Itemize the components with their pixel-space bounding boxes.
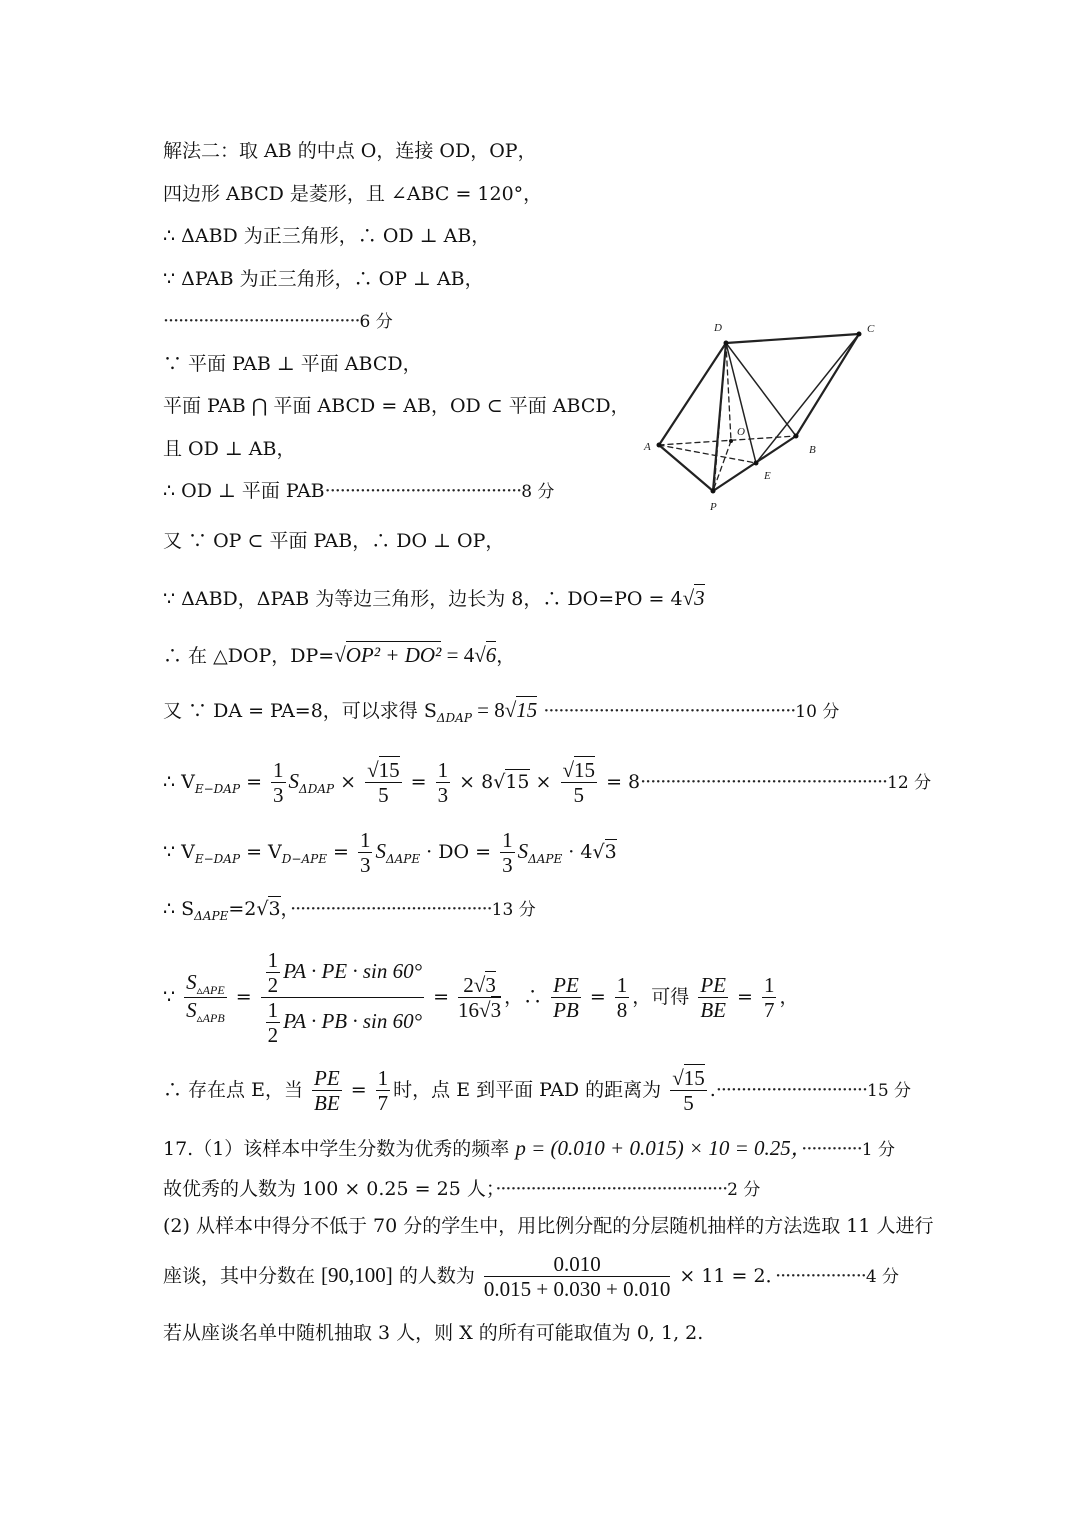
fraction: $\frac{1}{8}$	[616, 973, 628, 1022]
line-11-text: ∵ ΔABD，ΔPAB 为等边三角形，边长为 8，∴ DO=PO = 4	[163, 588, 683, 610]
sqrt-symbol: √	[682, 586, 695, 610]
line-4: ∵ ΔPAB 为正三角形，∴ OP ⊥ AB，	[163, 268, 484, 290]
equals: =	[404, 771, 433, 793]
line-11	[163, 588, 705, 609]
leader-dots: ··················································	[543, 700, 796, 722]
radicand: 15	[505, 771, 530, 793]
fraction: $\frac{√15}{5}$	[562, 758, 596, 807]
score-label: 15 分	[867, 1081, 912, 1101]
line-23: 若从座谈名单中随机抽取 3 人，则 X 的所有可能取值为 0, 1, 2.	[163, 1322, 704, 1344]
hidden-DP2	[714, 343, 726, 491]
line-3: ∴ ΔABD 为正三角形，∴ OD ⊥ AB，	[163, 225, 491, 247]
result: = 8	[600, 771, 641, 793]
score-label: 8 分	[521, 482, 555, 502]
fraction: $\frac{1}{3}$	[273, 758, 284, 807]
big-fraction: $\frac{1}{2}$ PA · PE · sin 60° $\frac{1}{2}$ PA · PB · sin 60°	[261, 950, 424, 1046]
line-7: 平面 PAB ⋂ 平面 ABCD = AB，OD ⊂ 平面 ABCD，	[163, 395, 630, 417]
score-label: 12 分	[887, 773, 932, 793]
times-eight: × 8	[453, 771, 494, 793]
score-label: 2 分	[727, 1180, 761, 1200]
line-19: 17.（1）该样本中学生分数为优秀的频率 p = (0.010 + 0.015) × 10 = 0.25，············1 分	[163, 1136, 895, 1160]
equals: =	[240, 771, 269, 793]
therefore-v: ∴ V	[163, 771, 195, 793]
leader-dots: ·······································	[163, 310, 360, 332]
edge-CB	[796, 334, 859, 436]
comma: ，	[496, 645, 516, 667]
score-label: 10 分	[795, 702, 840, 722]
line-5	[163, 312, 393, 331]
fraction: $\frac{PE}{BE}$	[700, 973, 726, 1022]
line-12-text: ∴ 在 △DOP，DP=	[163, 645, 335, 667]
radicand: 6	[485, 643, 497, 667]
fraction: $\frac{PE}{BE}$	[314, 1066, 340, 1115]
edge-AP	[659, 445, 713, 491]
radicand: OP² + DO²	[345, 643, 442, 667]
line-13-text: 又 ∵ DA = PA=8，可以求得 S	[163, 700, 437, 722]
edge-DC	[726, 334, 859, 343]
label-D: D	[714, 322, 722, 334]
edge-DB	[726, 343, 796, 436]
line-14: ∴ $V_{E-DAP}$ = $\frac{1}{3}$ $S_{\Delta DAP}$ × $\frac{√15}{5}$ = $\frac{1}{3}$ × 8√15 × $\frac{√15}{5}$ = 8·················································12 分	[163, 758, 932, 807]
label-O: O	[737, 426, 745, 438]
label-E: E	[764, 470, 771, 482]
equals-text: = 4	[441, 643, 475, 667]
fraction: $\frac{1}{3}$	[359, 828, 371, 877]
fraction: $\frac{2√3}{16√3}$	[458, 973, 502, 1022]
line-2: 四边形 ABCD 是菱形，且 ∠ABC = 120°，	[163, 183, 543, 205]
radicand: 3	[694, 586, 705, 610]
radicand: 15	[516, 698, 538, 722]
line-15: ∵ $V_{E-DAP} = V_{D-APE}$ = $\frac{1}{3}$ $S_{\Delta APE}$ · DO = $\frac{1}{3}$ $S_{\Delta APE} \cdot 4√3$	[163, 828, 617, 877]
line-9	[163, 482, 554, 501]
leader-dots: ··············································	[495, 1178, 728, 1200]
line-6: ∵ 平面 PAB ⊥ 平面 ABCD，	[163, 353, 422, 375]
sqrt-symbol: √	[334, 643, 346, 667]
score-label: 6 分	[359, 312, 393, 332]
fraction: $\frac{PE}{PB}$	[553, 973, 579, 1022]
leader-dots: ········································	[290, 898, 492, 920]
fraction: $\frac{√15}{5}$	[367, 758, 400, 807]
score-label: 13 分	[491, 900, 536, 920]
fraction: $\frac{√15}{5}$	[672, 1066, 705, 1115]
pyramid-figure	[636, 315, 896, 520]
leader-dots: ······························	[715, 1079, 867, 1101]
area-ratio-fraction: $\frac{S_{▵APE}}{S_{▵APB}}$	[186, 970, 225, 1025]
line-16: ∴ $S_{\Delta APE}=2√3$，········································13 分	[163, 898, 536, 923]
edge-DA	[659, 343, 726, 445]
fraction: $\frac{1}{7}$	[377, 1066, 389, 1115]
score-label: 1 分	[861, 1140, 895, 1160]
leader-dots: ·················································	[640, 771, 888, 793]
edge-CE	[756, 334, 859, 463]
subscript: E−DAP	[194, 782, 241, 796]
label-B: B	[809, 444, 816, 456]
times: ×	[334, 771, 363, 793]
line-13	[163, 700, 839, 724]
hidden-AB	[659, 436, 796, 445]
line-22: 座谈，其中分数在 [90,100] 的人数为 $\frac{0.010}{0.015 + 0.030 + 0.010}$ × 11 = 2．··················4 分	[163, 1252, 900, 1301]
radicand: 3	[604, 841, 617, 863]
leader-dots: ··················	[775, 1265, 866, 1287]
line-9-text: ∴ OD ⊥ 平面 PAB	[163, 480, 325, 502]
label-P: P	[710, 501, 717, 513]
hidden-AE	[659, 445, 756, 463]
equals-text: = 8	[471, 698, 505, 722]
area-symbol: S	[288, 769, 300, 793]
edge-DE	[726, 343, 756, 463]
fraction: $\frac{1}{7}$	[763, 973, 775, 1022]
label-C: C	[867, 323, 875, 335]
leader-dots: ············	[801, 1138, 862, 1160]
fraction: $\frac{0.010}{0.015 + 0.030 + 0.010}$	[483, 1252, 671, 1301]
line-8: 且 OD ⊥ AB，	[163, 438, 296, 460]
times: ×	[529, 771, 558, 793]
line-12	[163, 645, 515, 666]
line-10: 又 ∵ OP ⊂ 平面 PAB，∴ DO ⊥ OP，	[163, 530, 505, 552]
subscript: ΔDAP	[299, 782, 335, 796]
line-21: (2) 从样本中得分不低于 70 分的学生中，用比例分配的分层随机抽样的方法选取 11 人进行	[163, 1215, 934, 1237]
subscript: ΔDAP	[436, 711, 472, 725]
sqrt-symbol: √	[474, 643, 486, 667]
fraction: $\frac{1}{3}$	[437, 758, 449, 807]
fraction: $\frac{1}{3}$	[502, 828, 513, 877]
line-1: 解法二：取 AB 的中点 O，连接 OD，OP，	[163, 140, 537, 162]
line-17: ∵ $\frac{S_{▵APE}}{S_{▵APB}}$ = $\frac{1}{2}$ PA · PE · sin 60° $\frac{1}{2}$ PA · PB · sin 60° = $\frac{2√3}{16√3}$ ，∴ $\frac{PE}{PB}$ = $\frac{1}{8}$ ，可得 $\frac{PE}{BE}$ = $\frac{1}{7}$ ，	[163, 948, 799, 1047]
line-20: 故优秀的人数为 100 × 0.25 = 25 人；··············································2 分	[163, 1178, 761, 1200]
line-18: ∴ 存在点 E，当 $\frac{PE}{BE}$ = $\frac{1}{7}$ 时，点 E 到平面 PAD 的距离为 $\frac{√15}{5}$ .······························15 分	[163, 1066, 912, 1115]
score-label: 4 分	[865, 1267, 900, 1287]
radicand: 3	[268, 898, 281, 920]
label-A: A	[644, 441, 651, 453]
sqrt-symbol: √	[504, 698, 517, 722]
leader-dots: ·······································	[324, 480, 522, 502]
because-v: ∵ V	[163, 841, 195, 863]
